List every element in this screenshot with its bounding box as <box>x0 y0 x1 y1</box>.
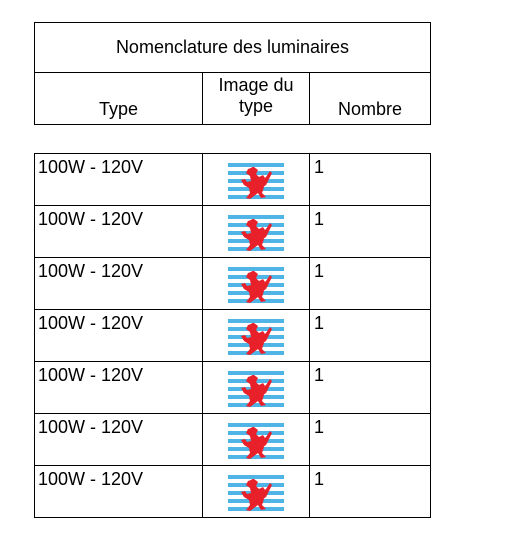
cell-type: 100W - 120V <box>35 414 203 465</box>
cell-image <box>203 362 310 413</box>
cell-count: 1 <box>314 469 325 489</box>
cell-type: 100W - 120V <box>35 154 203 205</box>
column-header-type-label: Type <box>98 99 139 119</box>
cell-count: 1 <box>314 209 325 229</box>
table-row <box>35 206 430 258</box>
table-row <box>35 466 430 518</box>
schedule-body <box>34 153 431 518</box>
table-row <box>35 310 430 362</box>
cell-count: 1 <box>314 261 325 281</box>
cell-type: 100W - 120V <box>35 258 203 309</box>
column-header-count <box>310 73 430 124</box>
cell-image <box>203 466 310 517</box>
cell-type: 100W - 120V <box>35 466 203 517</box>
cell-image <box>203 206 310 257</box>
cell-count: 1 <box>314 365 325 385</box>
luxembourg-lion-flag-icon <box>228 423 284 461</box>
cell-type: 100W - 120V <box>35 206 203 257</box>
luxembourg-lion-flag-icon <box>228 475 284 513</box>
column-header-image: Image du type <box>203 73 310 124</box>
cell-image <box>203 310 310 361</box>
column-header-type <box>35 73 203 124</box>
table-row <box>35 154 430 206</box>
cell-image <box>203 258 310 309</box>
cell-type: 100W - 120V <box>35 310 203 361</box>
cell-count: 1 <box>314 313 325 333</box>
luxembourg-lion-flag-icon <box>228 215 284 253</box>
schedule-title: Nomenclature des luminaires <box>35 23 430 73</box>
table-row <box>35 362 430 414</box>
table-row <box>35 414 430 466</box>
table-row <box>35 258 430 310</box>
luxembourg-lion-flag-icon <box>228 319 284 357</box>
luxembourg-lion-flag-icon <box>228 267 284 305</box>
cell-count: 1 <box>314 417 325 437</box>
luxembourg-lion-flag-icon <box>228 371 284 409</box>
cell-image <box>203 414 310 465</box>
luxembourg-lion-flag-icon <box>228 163 284 201</box>
cell-count: 1 <box>314 157 325 177</box>
cell-image <box>203 154 310 205</box>
column-headers <box>35 73 430 124</box>
cell-type: 100W - 120V <box>35 362 203 413</box>
schedule-header <box>34 22 431 125</box>
column-header-count-label: Nombre <box>337 99 403 119</box>
